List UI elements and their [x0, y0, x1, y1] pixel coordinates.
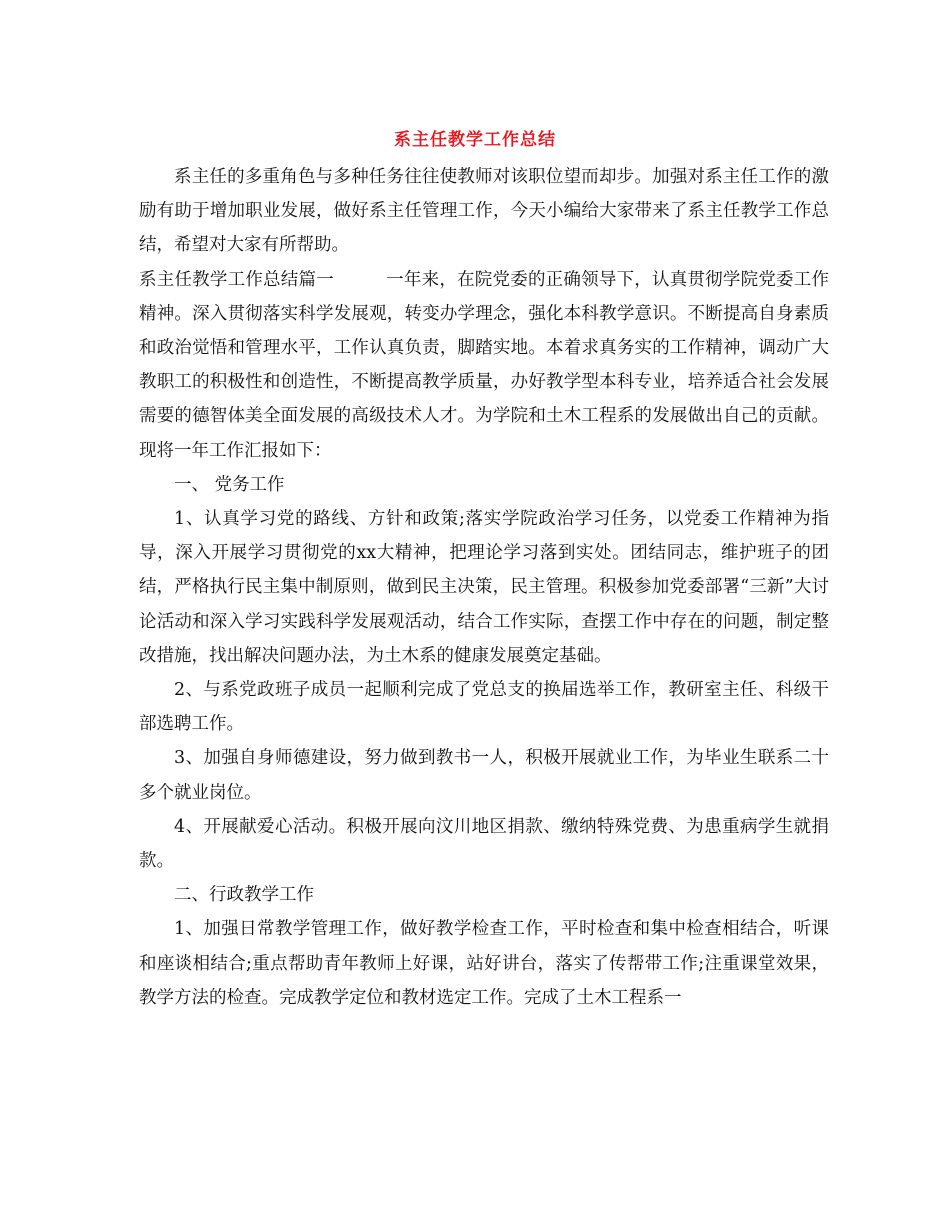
part1-item-3: 3、加强自身师德建设，努力做到教书一人，积极开展就业工作，为毕业生联系二十多个就业岗位。: [139, 748, 829, 803]
document-body: [139, 160, 829, 1015]
part1-item-1: 1、认真学习党的路线、方针和政策;落实学院政治学习任务，以党委工作精神为指导，深入开展学习贯彻党的xx大精神，把理论学习落到实处。团结同志，维护班子的团结，严格执行民主集中制原则，做到民主决策，民主管理。积极参加党委部署“三新”大讨论活动和深入学习实践科学发展观活动，结合工作实际，查摆工作中存在的问题，制定整改措施，找出解决问题办法，为土木系的健康发展奠定基础。: [139, 509, 829, 666]
part2-item-1: 1、加强日常教学管理工作，做好教学检查工作，平时检查和集中检查相结合，听课和座谈相结合;重点帮助青年教师上好课，站好讲台，落实了传帮带工作;注重课堂效果，教学方法的检查。完成教学定位和教材选定工作。完成了土木工程系一: [139, 919, 829, 1008]
part2-heading: 二、行政教学工作: [174, 885, 314, 906]
document-title: 系主任教学工作总结: [394, 130, 556, 150]
section-heading: 系主任教学工作总结篇一: [139, 269, 334, 290]
part1-heading: 一、 党务工作: [174, 474, 285, 495]
part1-item-4: 4、开展献爱心活动。积极开展向汶川地区捐款、缴纳特殊党费、为患重病学生就捐款。: [139, 816, 829, 872]
intro-paragraph: 系主任的多重角色与多种任务往往使教师对该职位望而却步。加强对系主任工作的激励有助于增加职业发展，做好系主任管理工作，今天小编给大家带来了系主任教学工作总结，希望对大家有所帮助。: [139, 167, 829, 256]
part1-item-2: 2、与系党政班子成员一起顺利完成了党总支的换届选举工作，教研室主任、科级干部选聘工作。: [139, 680, 829, 735]
section-paragraph: [139, 263, 829, 468]
section-lead-text: 一年来，在院党委的正确领导下，认真贯彻学院党委工作精神。深入贯彻落实科学发展观，转变办学理念，强化本科教学意识。不断提高自身素质和政治觉悟和管理水平，工作认真负责，脚踏实地。本着求真务实的工作精神，调动广大教职工的积极性和创造性，不断提高教学质量，办好教学型本科专业，培养适合社会发展需要的德智体美全面发展的高级技术人才。为学院和土木工程系的发展做出自己的贡献。现将一年工作汇报如下：: [139, 269, 830, 461]
